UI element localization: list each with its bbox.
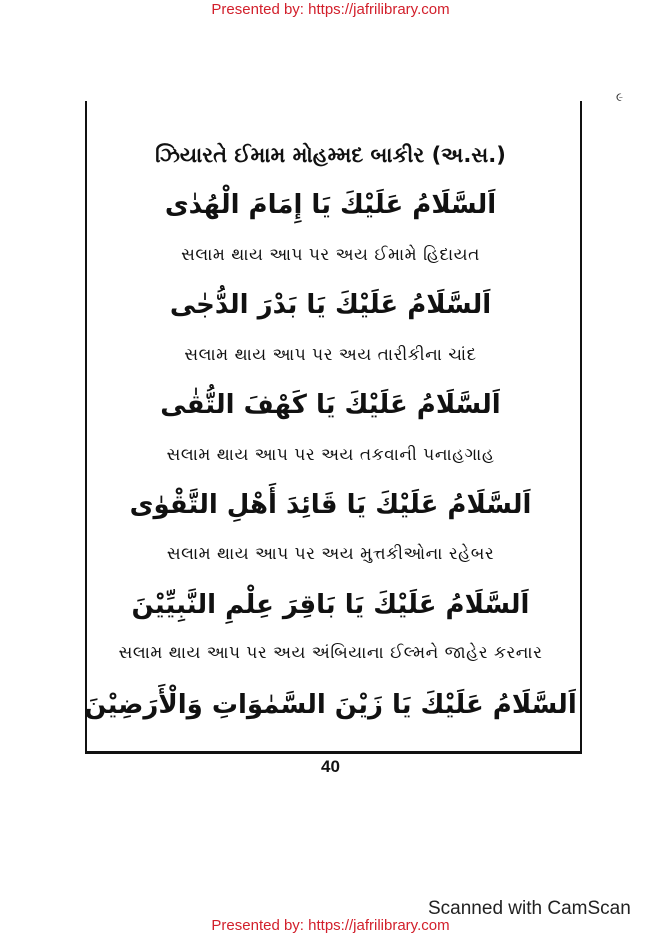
arabic-verse-5: اَلسَّلَامُ عَلَيْكَ يَا بَاقِرَ عِلْمِ النَّبِيِّيْنَ bbox=[131, 590, 530, 620]
scanner-label: Scanned with CamScan bbox=[428, 898, 631, 919]
zihayarat-title: ઝિયારતે ઈમામ મોહમ્મદ બાકીર (અ.સ.) bbox=[155, 143, 506, 167]
gujarati-translation-3: સલામ થાય આપ પર અય તકવાની પનાહગાહ bbox=[166, 445, 495, 465]
watermark-bottom: Presented by: https://jafrilibrary.com bbox=[211, 917, 450, 934]
arabic-verse-4: اَلسَّلَامُ عَلَيْكَ يَا قَائِدَ أَهْلِ التَّقْوٰى bbox=[129, 490, 532, 520]
corner-page-mark: ૯ bbox=[616, 90, 624, 104]
gujarati-translation-2: સલામ થાય આપ પર અય તારીકીના ચાંદ bbox=[184, 345, 477, 365]
watermark-top: Presented by: https://jafrilibrary.com bbox=[211, 1, 450, 18]
page-number: 40 bbox=[321, 757, 340, 776]
gujarati-translation-5: સલામ થાય આપ પર અય અંબિયાના ઈલ્મને જાહેર કરનાર bbox=[118, 643, 543, 663]
arabic-verse-6: اَلسَّلَامُ عَلَيْكَ يَا زَيْنَ السَّمٰوَاتِ وَالْأَرَضِيْنَ bbox=[84, 690, 577, 720]
arabic-verse-1: اَلسَّلَامُ عَلَيْكَ يَا إِمَامَ الْهُدٰى bbox=[164, 190, 497, 220]
gujarati-translation-4: સલામ થાય આપ પર અય મુત્તકીઓના રહેબર bbox=[166, 544, 495, 564]
arabic-verse-2: اَلسَّلَامُ عَلَيْكَ يَا بَدْرَ الدُّجٰى bbox=[169, 290, 492, 320]
gujarati-translation-1: સલામ થાય આપ પર અય ઈમામે હિદાયત bbox=[181, 245, 480, 265]
arabic-verse-3: اَلسَّلَامُ عَلَيْكَ يَا كَهْفَ التُّقٰى bbox=[160, 390, 501, 420]
